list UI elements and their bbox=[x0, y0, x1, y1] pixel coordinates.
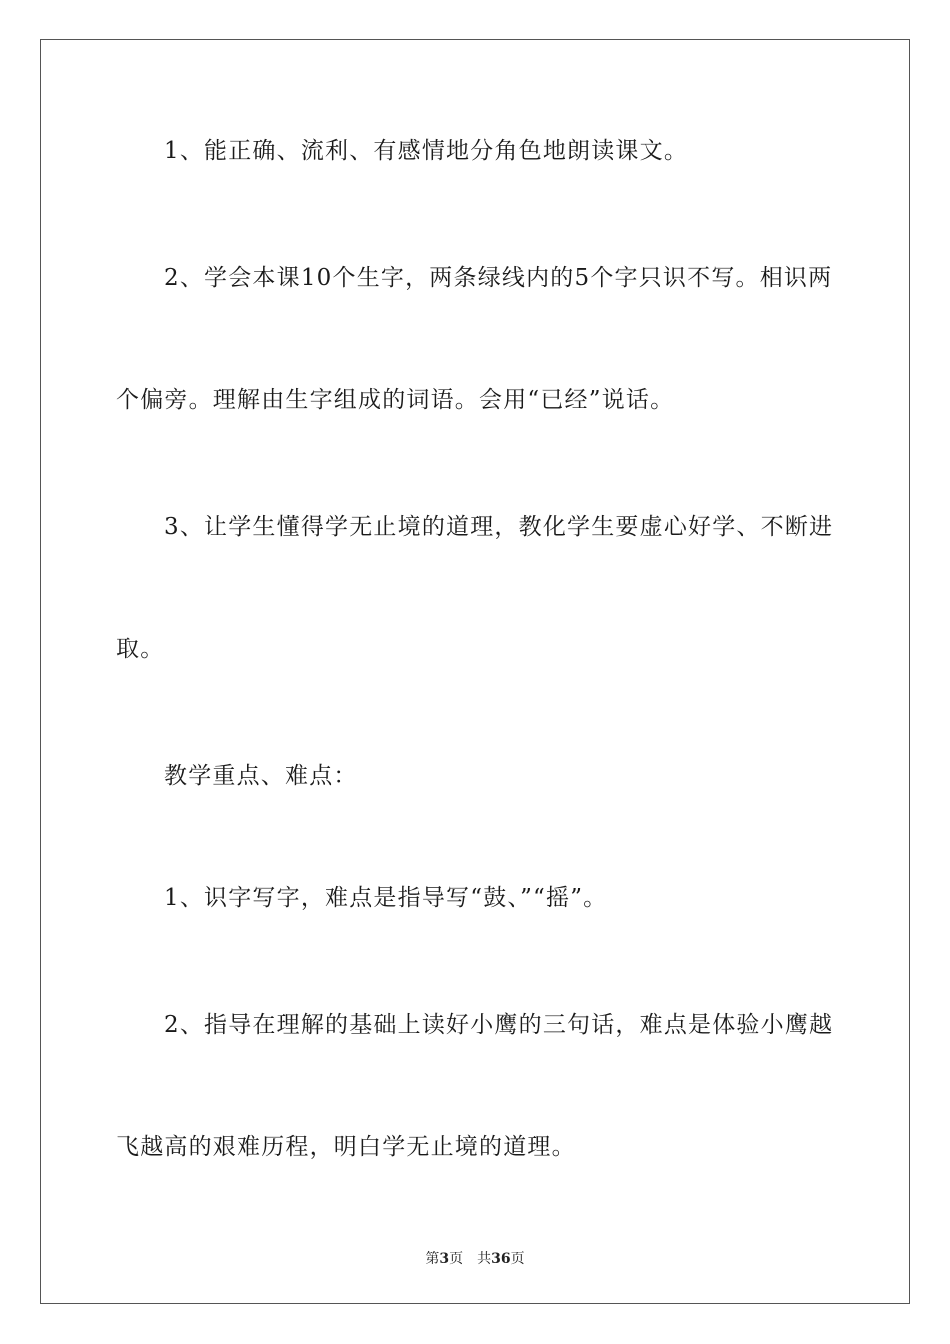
page-footer bbox=[41, 1250, 909, 1268]
paragraph-objective-3-line-1: 3、让学生懂得学无止境的道理，教化学生要虚心好学、不断进 bbox=[164, 514, 834, 540]
footer-total-prefix: 共 bbox=[477, 1251, 492, 1267]
paragraph-objective-3-line-2: 取。 bbox=[116, 636, 165, 662]
footer-page-number: 3 bbox=[439, 1251, 450, 1267]
footer-total-suffix: 页 bbox=[510, 1251, 525, 1267]
section-heading-key-points: 教学重点、难点： bbox=[164, 763, 358, 789]
footer-page-prefix: 第 bbox=[425, 1251, 440, 1267]
paragraph-key-point-2-line-2: 飞越高的艰难历程，明白学无止境的道理。 bbox=[116, 1134, 576, 1160]
footer-page-suffix: 页 bbox=[449, 1251, 464, 1267]
paragraph-key-point-1: 1、识字写字，难点是指导写“鼓、”“摇”。 bbox=[164, 885, 608, 911]
paragraph-objective-2-line-2: 个偏旁。理解由生字组成的词语。会用“已经”说话。 bbox=[116, 387, 675, 413]
footer-total-number: 36 bbox=[491, 1251, 511, 1267]
document-page bbox=[40, 39, 910, 1304]
paragraph-objective-1: 1、能正确、流利、有感情地分角色地朗读课文。 bbox=[164, 138, 689, 164]
paragraph-key-point-2-line-1: 2、指导在理解的基础上读好小鹰的三句话，难点是体验小鹰越 bbox=[164, 1012, 834, 1038]
paragraph-objective-2-line-1: 2、学会本课10个生字，两条绿线内的5个字只识不写。相识两 bbox=[164, 265, 833, 291]
